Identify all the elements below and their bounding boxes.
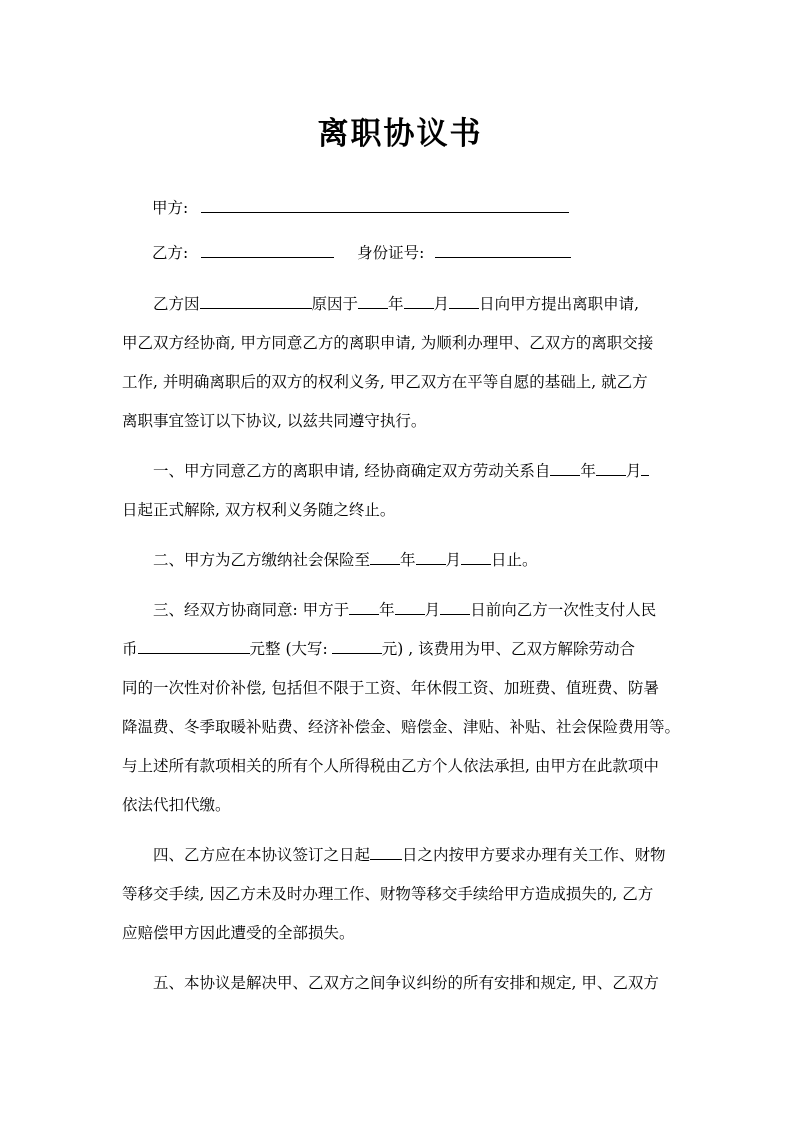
amount-words-blank — [332, 636, 382, 654]
clause-text: 一、甲方同意乙方的离职申请, 经协商确定双方劳动关系自 — [153, 462, 551, 480]
clause-2-line-1 — [122, 541, 680, 580]
intro-text: 月 — [433, 295, 450, 313]
clause-4-line-2: 等移交手续, 因乙方未及时办理工作、财物等移交手续给甲方造成损失的, 乙方 — [122, 885, 654, 903]
day-blank — [440, 597, 470, 615]
agreement-body — [122, 285, 680, 1014]
intro-text: 日向甲方提出离职申请, — [479, 295, 639, 313]
intro-text: 乙方因 — [153, 295, 200, 313]
clause-text: 年 — [580, 462, 596, 480]
party-a-line — [152, 195, 569, 218]
clause-1 — [122, 452, 680, 530]
party-a-label: 甲方: — [152, 199, 189, 217]
clause-5 — [122, 964, 680, 1003]
clause-3-line-2 — [122, 630, 680, 669]
clause-text: 日止。 — [491, 551, 538, 569]
intro-text: 原因于 — [311, 295, 359, 313]
month-blank — [416, 547, 446, 565]
clause-text: 二、甲方为乙方缴纳社会保险至 — [153, 551, 371, 569]
amount-blank — [138, 636, 250, 654]
month-blank — [395, 597, 425, 615]
clause-1-line-2: 日起正式解除, 双方权利义务随之终止。 — [122, 501, 396, 519]
intro-paragraph — [122, 285, 680, 441]
intro-line-4: 离职事宜签订以下协议, 以兹共同遵守执行。 — [122, 412, 427, 430]
clause-text: 日前向乙方一次性支付人民 — [470, 601, 657, 619]
clause-3 — [122, 591, 680, 825]
day-blank — [461, 547, 491, 565]
clause-text: 元) , 该费用为甲、乙双方解除劳动合 — [381, 640, 636, 658]
clause-text: 币 — [122, 640, 138, 658]
year-blank — [550, 458, 580, 476]
clause-3-line-5: 与上述所有款项相关的所有个人所得税由乙方个人依法承担, 由甲方在此款项中 — [122, 757, 659, 775]
clause-4-line-3: 应赔偿甲方因此遭受的全部损失。 — [122, 924, 355, 942]
clause-1-line-1 — [122, 452, 680, 491]
clause-5-line-1: 五、本协议是解决甲、乙双方之间争议纠纷的所有安排和规定, 甲、乙双方 — [153, 974, 659, 992]
year-blank — [370, 547, 400, 565]
year-blank — [358, 291, 388, 309]
clause-3-line-1 — [122, 591, 680, 630]
party-b-line — [152, 240, 571, 263]
reason-blank — [200, 291, 312, 309]
clause-3-line-3: 同的一次性对价补偿, 包括但不限于工资、年休假工资、加班费、值班费、防暑 — [122, 679, 659, 697]
intro-line-3: 工作, 并明确离职后的双方的权利义务, 甲乙双方在平等自愿的基础上, 就乙方 — [122, 373, 648, 391]
party-b-blank — [201, 240, 334, 258]
id-number-blank — [435, 240, 571, 258]
intro-line-1 — [122, 285, 680, 324]
day-blank — [641, 458, 649, 476]
clause-text: 日之内按甲方要求办理有关工作、财物 — [402, 846, 666, 864]
page-title: 离职协议书 — [317, 116, 483, 152]
clause-text: 四、乙方应在本协议签订之日起 — [153, 846, 371, 864]
clause-3-line-4: 降温费、冬季取暖补贴费、经济补偿金、赔偿金、津贴、补贴、社会保险费用等。 — [122, 718, 681, 736]
clause-4-line-1 — [122, 836, 680, 875]
clause-4 — [122, 836, 680, 953]
year-blank — [349, 597, 379, 615]
clause-text: 月 — [445, 551, 462, 569]
days-blank — [370, 842, 402, 860]
party-b-label: 乙方: — [152, 244, 189, 262]
month-blank — [596, 458, 626, 476]
id-number-label: 身份证号: — [357, 244, 425, 262]
intro-line-2: 甲乙双方经协商, 甲方同意乙方的离职申请, 为顺利办理甲、乙双方的离职交接 — [122, 334, 654, 352]
clause-3-line-6: 依法代扣代缴。 — [122, 796, 231, 814]
intro-text: 年 — [388, 295, 404, 313]
clause-text: 元整 (大写: — [249, 640, 328, 658]
clause-text: 年 — [400, 551, 416, 569]
clause-2 — [122, 541, 680, 580]
month-blank — [404, 291, 434, 309]
clause-text: 月 — [424, 601, 441, 619]
day-blank — [449, 291, 479, 309]
party-a-blank — [201, 195, 569, 213]
clause-text: 月 — [625, 462, 642, 480]
clause-text: 年 — [379, 601, 395, 619]
clause-text: 三、经双方协商同意: 甲方于 — [153, 601, 350, 619]
